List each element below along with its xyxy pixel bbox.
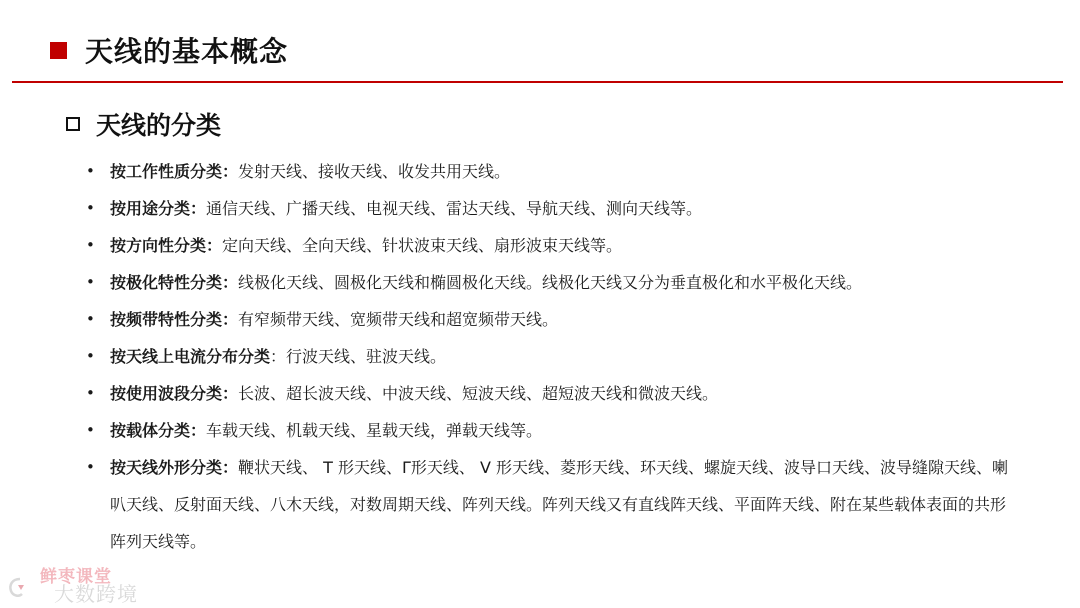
bullet-icon: • <box>86 310 95 328</box>
item-text: 有窄频带天线、宽频带天线和超宽频带天线。 <box>238 310 559 329</box>
list-item-work-nature <box>86 153 1016 190</box>
list-item-carrier <box>86 412 1016 449</box>
slide-header <box>50 30 288 70</box>
item-label: 按方向性分类： <box>110 236 223 255</box>
watermark-text-top: 鲜枣课堂 <box>40 567 112 587</box>
list-item-wave-band <box>86 375 1016 412</box>
section-title: 天线的分类 <box>96 111 222 140</box>
bullet-icon: • <box>86 384 95 402</box>
watermark <box>6 562 156 604</box>
list-item-current-distribution <box>86 338 1016 375</box>
bullet-icon: • <box>86 273 95 291</box>
item-label: 按天线上电流分布分类 <box>110 347 271 366</box>
bullet-icon: • <box>86 199 95 217</box>
bullet-icon: • <box>86 236 95 254</box>
item-label: 按工作性质分类： <box>110 162 239 181</box>
list-item-polarization <box>86 264 1016 301</box>
item-label: 按频带特性分类： <box>110 310 239 329</box>
list-item-purpose <box>86 190 1016 227</box>
item-text: 通信天线、广播天线、电视天线、雷达天线、导航天线、测向天线等。 <box>206 199 703 218</box>
item-label: 按使用波段分类： <box>110 384 239 403</box>
list-item-shape <box>86 449 1016 560</box>
watermark-text-bottom: 大数跨境 <box>54 582 138 606</box>
item-label: 按天线外形分类： <box>110 458 239 477</box>
item-label: 按载体分类： <box>110 421 207 440</box>
item-text: 线极化天线、圆极化天线和椭圆极化天线。线极化天线又分为垂直极化和水平极化天线。 <box>238 273 863 292</box>
item-text: 车载天线、机载天线、星载天线，弹载天线等。 <box>206 421 543 440</box>
slide-title: 天线的基本概念 <box>85 35 289 68</box>
bullet-icon: • <box>86 347 95 365</box>
item-text: 长波、超长波天线、中波天线、短波天线、超短波天线和微波天线。 <box>238 384 719 403</box>
item-label: 按用途分类： <box>110 199 207 218</box>
title-marker-square <box>50 42 67 59</box>
title-divider-line <box>12 81 1063 83</box>
watermark-logo-icon <box>6 576 34 600</box>
bullet-icon: • <box>86 162 95 180</box>
section-heading <box>66 106 221 142</box>
bullet-icon: • <box>86 421 95 439</box>
item-text: 鞭状天线、 T 形天线、Γ形天线、 V 形天线、菱形天线、环天线、螺旋天线、波导口天线、波导缝隙天线、喇叭天线、反射面天线、八木天线，对数周期天线、阵列天线。阵列天线又有直线阵天线、平面阵天线、附在某些载体表面的共形阵列天线等。 <box>110 458 1008 551</box>
classification-list <box>86 153 1016 560</box>
list-item-bandwidth <box>86 301 1016 338</box>
list-item-directivity <box>86 227 1016 264</box>
item-text: 定向天线、全向天线、针状波束天线、扇形波束天线等。 <box>222 236 623 255</box>
item-label: 按极化特性分类： <box>110 273 239 292</box>
section-marker-square <box>66 117 80 131</box>
bullet-icon: • <box>86 458 95 476</box>
item-text: ：行波天线、驻波天线。 <box>270 347 447 366</box>
item-text: 发射天线、接收天线、收发共用天线。 <box>238 162 511 181</box>
